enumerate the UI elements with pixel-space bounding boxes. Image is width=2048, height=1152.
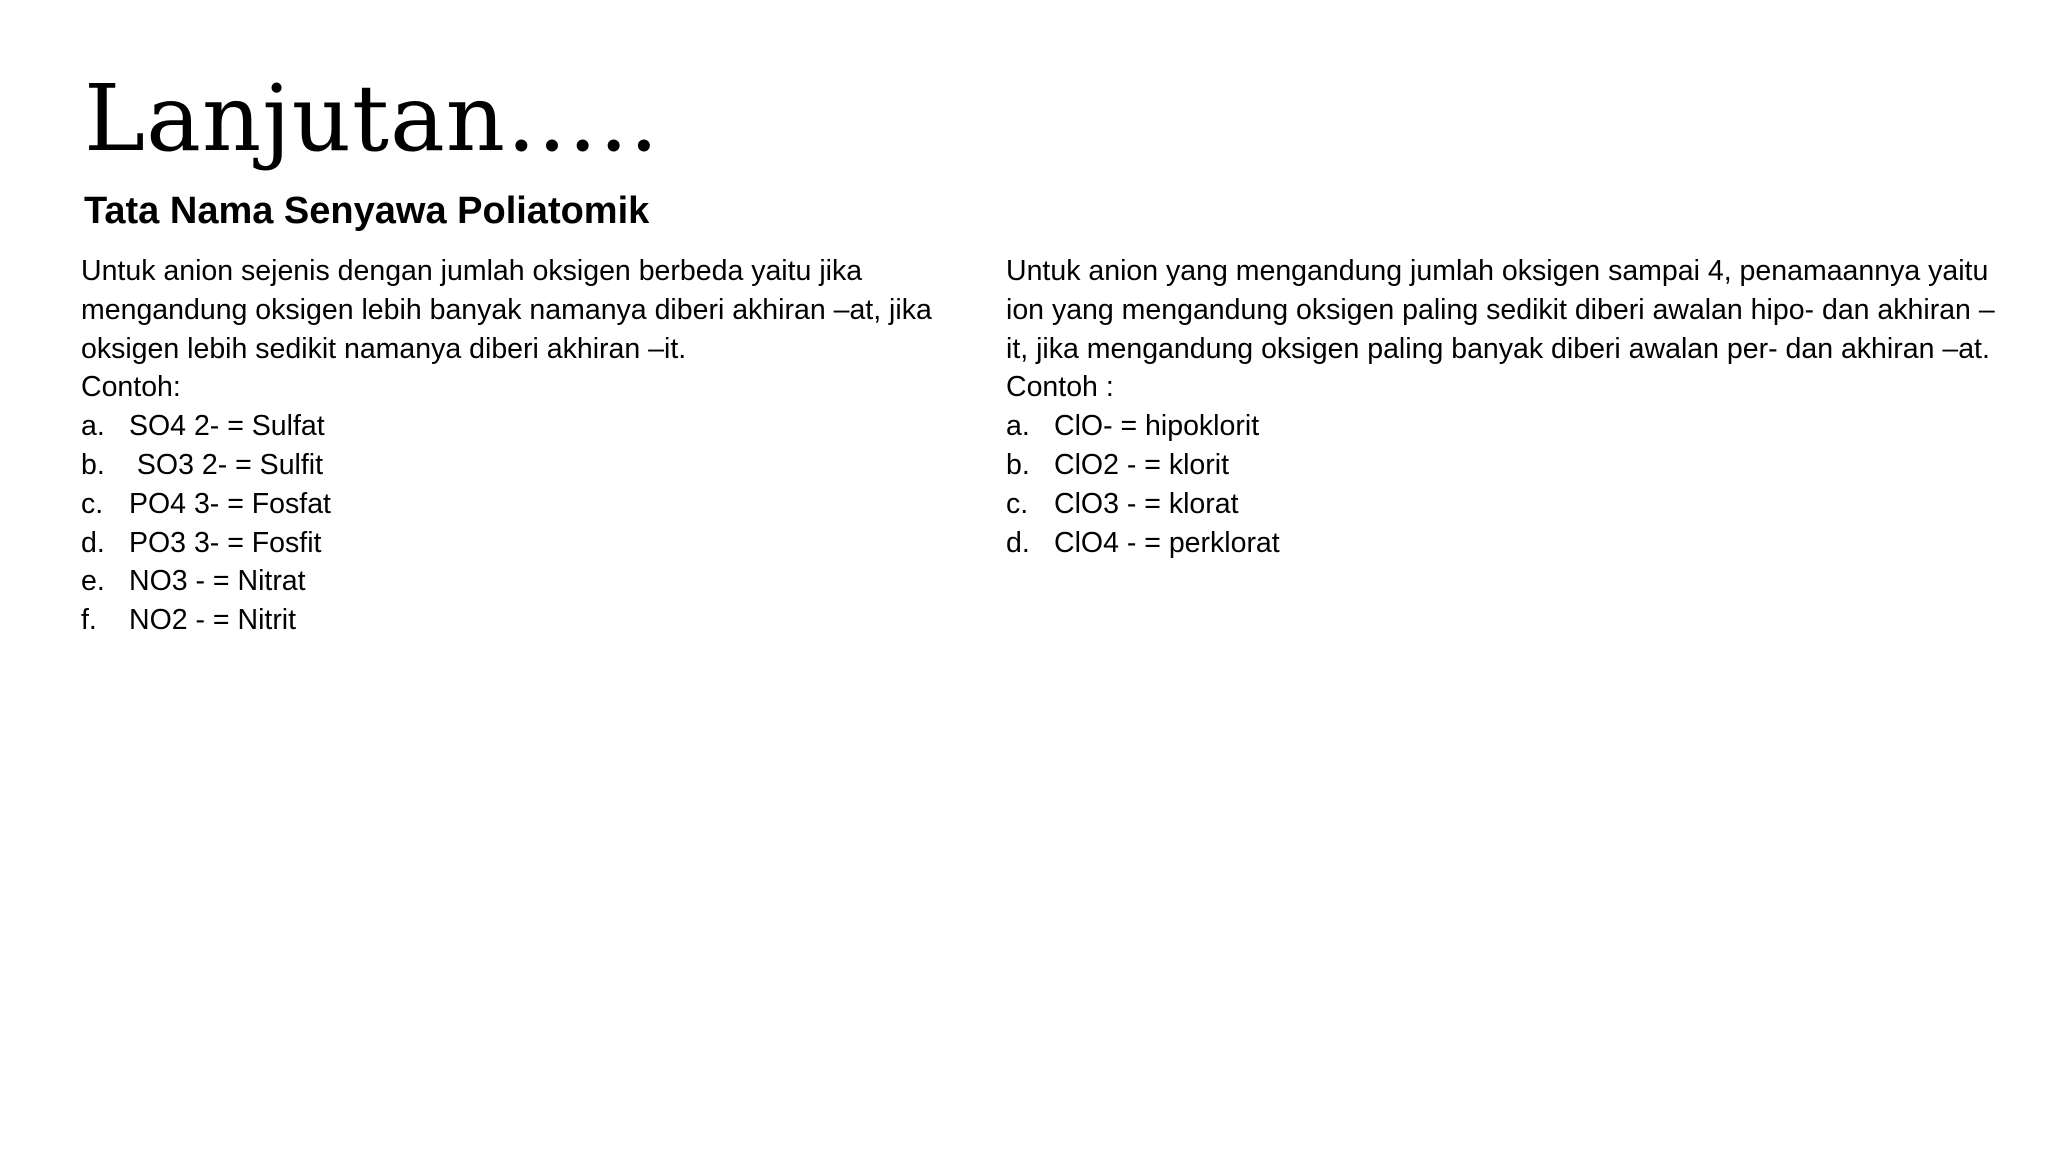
list-marker: e. — [81, 565, 105, 598]
left-example-label: Contoh: — [81, 371, 181, 404]
right-text-column — [1006, 252, 1996, 562]
list-marker: b. — [1006, 448, 1030, 481]
list-item — [81, 446, 961, 485]
list-marker: c. — [81, 487, 104, 520]
list-item-text: PO4 3- = Fosfat — [129, 487, 331, 520]
left-text-column — [81, 252, 961, 640]
list-marker: f. — [81, 604, 97, 637]
list-item — [81, 601, 961, 640]
list-item-text: PO3 3- = Fosfit — [129, 526, 322, 559]
list-item — [81, 562, 961, 601]
list-item-text: ClO3 - = klorat — [1054, 487, 1239, 520]
list-item-text: NO3 - = Nitrat — [129, 565, 306, 598]
list-item — [81, 485, 961, 524]
right-example-label: Contoh : — [1006, 371, 1114, 404]
list-item — [1006, 485, 1996, 524]
list-item — [1006, 407, 1996, 446]
list-marker: d. — [81, 526, 105, 559]
list-item-text: ClO- = hipoklorit — [1054, 410, 1260, 443]
slide-title: Lanjutan….. — [84, 65, 660, 172]
list-item — [1006, 524, 1996, 563]
list-marker: a. — [1006, 410, 1030, 443]
list-marker: d. — [1006, 526, 1030, 559]
list-marker: c. — [1006, 487, 1029, 520]
list-item-text: ClO4 - = perklorat — [1054, 526, 1280, 559]
list-item — [81, 407, 961, 446]
list-marker: b. — [81, 448, 105, 481]
left-example-list — [81, 407, 961, 640]
list-item-text: ClO2 - = klorit — [1054, 448, 1229, 481]
list-item — [1006, 446, 1996, 485]
list-item — [81, 524, 961, 563]
right-example-list — [1006, 407, 1996, 562]
slide-subtitle: Tata Nama Senyawa Poliatomik — [84, 190, 650, 232]
list-item-text: SO3 2- = Sulfit — [129, 448, 324, 481]
left-paragraph: Untuk anion sejenis dengan jumlah oksigen berbeda yaitu jika mengandung oksigen lebih banyak namanya diberi akhiran –at, jika oksigen lebih sedikit namanya diberi akhiran –it. — [81, 255, 932, 365]
list-marker: a. — [81, 410, 105, 443]
list-item-text: SO4 2- = Sulfat — [129, 410, 325, 443]
right-paragraph: Untuk anion yang mengandung jumlah oksigen sampai 4, penamaannya yaitu ion yang mengandung oksigen paling sedikit diberi awalan hipo- dan akhiran –it, jika mengandung oksigen paling banyak diberi awalan per- dan akhiran –at. — [1006, 255, 1995, 365]
list-item-text: NO2 - = Nitrit — [129, 604, 297, 637]
